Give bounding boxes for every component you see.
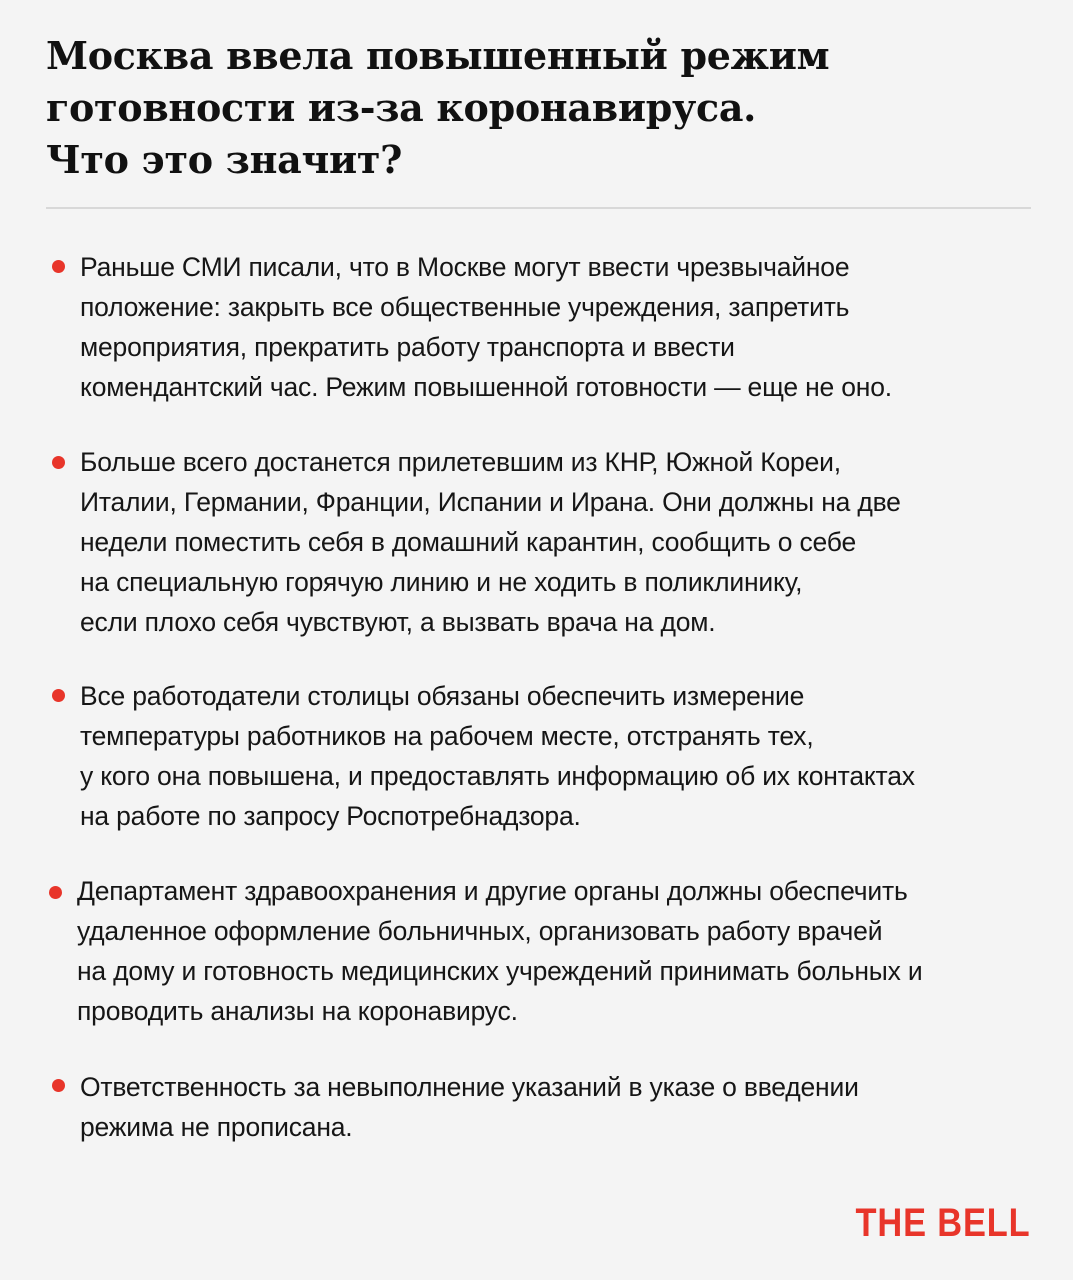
divider	[46, 207, 1031, 209]
the-bell-logo: THE BELL	[855, 1201, 1031, 1245]
bullet-text-line: проводить анализы на коронавирус.	[77, 996, 518, 1026]
bullet-text-line: у кого она повышена, и предоставлять информацию об их контактах	[80, 761, 915, 791]
bullet-text-line: если плохо себя чувствуют, а вызвать врача на дом.	[80, 607, 716, 637]
red-bullet-icon	[52, 260, 65, 273]
bullet-text-line: на дому и готовность медицинских учреждений принимать больных и	[77, 956, 923, 986]
bullet-text-line: Департамент здравоохранения и другие органы должны обеспечить	[77, 876, 908, 906]
bullet-text-line: Все работодатели столицы обязаны обеспечить измерение	[80, 681, 805, 711]
red-bullet-icon	[49, 886, 62, 899]
bullet-text-line: режима не прописана.	[80, 1112, 353, 1142]
headline-line: Москва ввела повышенный режим	[46, 33, 830, 78]
bullet-text-line: на работе по запросу Роспотребнадзора.	[80, 801, 581, 831]
headline-line: готовности из-за коронавируса.	[46, 85, 757, 130]
headline-line: Что это значит?	[46, 137, 403, 182]
red-bullet-icon	[52, 456, 65, 469]
bullet-text-line: положение: закрыть все общественные учреждения, запретить	[80, 292, 850, 322]
headline	[46, 30, 1006, 186]
bullet-item	[80, 247, 1040, 407]
bullet-item	[80, 1067, 1040, 1147]
bullet-text-line: Ответственность за невыполнение указаний в указе о введении	[80, 1072, 859, 1102]
bullet-text-line: на специальную горячую линию и не ходить в поликлинику,	[80, 567, 803, 597]
bullet-text-line: Италии, Германии, Франции, Испании и Ирана. Они должны на две	[80, 487, 901, 517]
bullet-text-line: комендантский час. Режим повышенной готовности — еще не оно.	[80, 372, 892, 402]
bullet-text-line: температуры работников на рабочем месте, отстранять тех,	[80, 721, 814, 751]
bullet-text-line: мероприятия, прекратить работу транспорта и ввести	[80, 332, 735, 362]
bullet-text-line: Раньше СМИ писали, что в Москве могут ввести чрезвычайное	[80, 252, 850, 282]
red-bullet-icon	[52, 1079, 65, 1092]
bullet-item	[80, 676, 1040, 836]
bullet-item	[77, 871, 1037, 1031]
bullet-item	[80, 442, 1040, 642]
red-bullet-icon	[52, 689, 65, 702]
bullet-text-line: недели поместить себя в домашний карантин, сообщить о себе	[80, 527, 856, 557]
bullet-text-line: Больше всего достанется прилетевшим из КНР, Южной Кореи,	[80, 447, 841, 477]
bullet-text-line: удаленное оформление больничных, организовать работу врачей	[77, 916, 883, 946]
